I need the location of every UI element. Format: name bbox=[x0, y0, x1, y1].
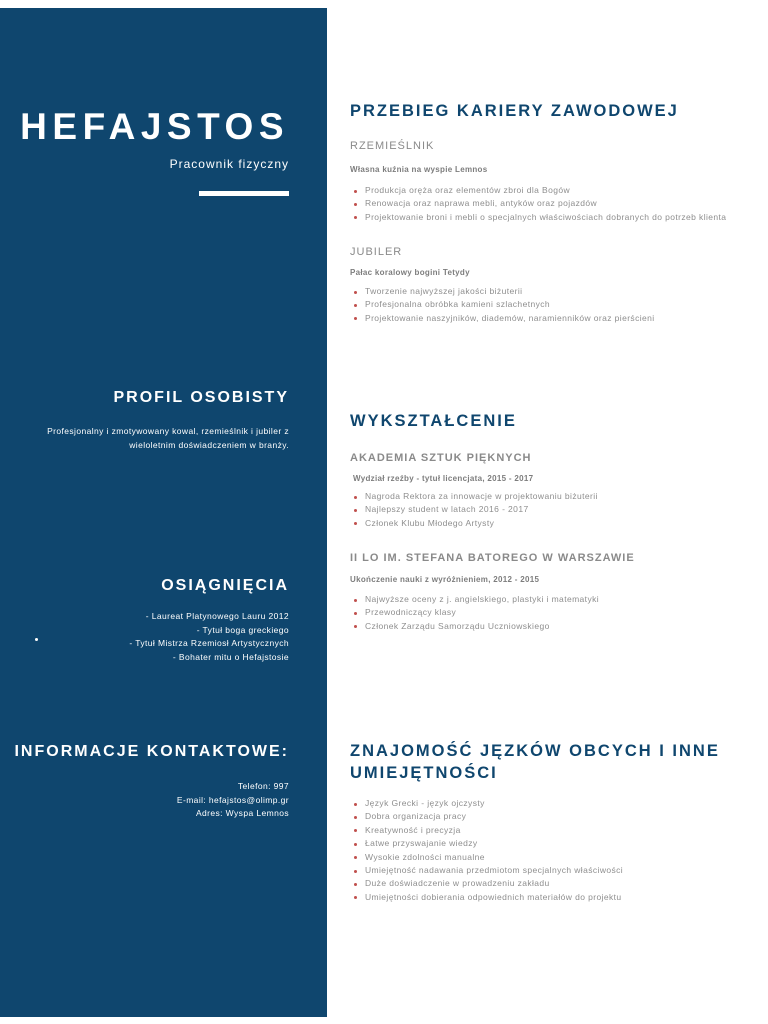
school-achievements-list bbox=[350, 593, 599, 633]
list-item: Projektowanie broni i mebli o specjalnych właściwościach dobranych do potrzeb klienta bbox=[350, 211, 726, 224]
person-name: HEFAJSTOS bbox=[20, 106, 289, 147]
bullet-icon bbox=[35, 638, 38, 641]
skill-item: Język Grecki - język ojczysty bbox=[350, 797, 623, 810]
profile-heading: PROFIL OSOBISTY bbox=[113, 389, 289, 406]
skills-list bbox=[350, 797, 623, 904]
list-item: Profesjonalna obróbka kamieni szlachetnych bbox=[350, 298, 655, 311]
skill-item: Umiejętność nadawania przedmiotom specjalnych właściwości bbox=[350, 864, 623, 877]
list-item: Członek Zarządu Samorządu Uczniowskiego bbox=[350, 620, 599, 633]
sidebar bbox=[0, 8, 327, 1017]
achievement-item: - Tytuł boga greckiego bbox=[196, 624, 289, 635]
education-heading: WYKSZTAŁCENIE bbox=[350, 412, 517, 430]
list-item: Najwyższe oceny z j. angielskiego, plastyki i matematyki bbox=[350, 593, 599, 606]
job-place: Pałac koralowy bogini Tetydy bbox=[350, 268, 470, 277]
job-place: Własna kuźnia na wyspie Lemnos bbox=[350, 165, 488, 174]
school-detail: Ukończenie nauki z wyróżnieniem, 2012 - 2015 bbox=[350, 575, 540, 584]
skill-item: Duże doświadczenie w prowadzeniu zakładu bbox=[350, 877, 623, 890]
achievement-item: - Laureat Platynowego Lauru 2012 bbox=[145, 611, 289, 621]
job-duties-list bbox=[350, 285, 655, 325]
skills-heading: ZNAJOMOŚĆ JĘZKÓW OBCYCH I INNE bbox=[350, 742, 720, 760]
skills-heading-line2: UMIEJĘTNOŚCI bbox=[350, 764, 498, 782]
job-title: JUBILER bbox=[350, 246, 403, 258]
school-detail: Wydział rzeźby - tytuł licencjata, 2015 - 2017 bbox=[353, 474, 534, 483]
list-item: Tworzenie najwyższej jakości biżuterii bbox=[350, 285, 655, 298]
achievements-heading: OSIĄGNIĘCIA bbox=[161, 577, 289, 594]
contact-list bbox=[19, 780, 289, 821]
school-achievements-list bbox=[350, 490, 598, 530]
skill-item: Kreatywność i precyzja bbox=[350, 824, 623, 837]
skill-item: Umiejętności dobierania odpowiednich materiałów do projektu bbox=[350, 891, 623, 904]
contact-heading: INFORMACJE KONTAKTOWE: bbox=[14, 743, 289, 760]
job-title: RZEMIEŚLNIK bbox=[350, 140, 435, 152]
list-item: Przewodniczący klasy bbox=[350, 606, 599, 619]
list-item: Nagroda Rektora za innowacje w projektowaniu biżuterii bbox=[350, 490, 598, 503]
job-duties-list bbox=[350, 184, 726, 224]
skill-item: Łatwe przyswajanie wiedzy bbox=[350, 837, 623, 850]
list-item: Renowacja oraz naprawa mebli, antyków oraz pojazdów bbox=[350, 197, 726, 210]
school-name: II LO IM. STEFANA BATOREGO W WARSZAWIE bbox=[350, 552, 635, 564]
skill-item: Dobra organizacja pracy bbox=[350, 810, 623, 823]
list-item: Najlepszy student w latach 2016 - 2017 bbox=[350, 503, 598, 516]
contact-email: E-mail: hefajstos@olimp.gr bbox=[176, 794, 289, 805]
achievements-list bbox=[19, 610, 289, 664]
contact-address: Adres: Wyspa Lemnos bbox=[195, 808, 289, 818]
list-item: Członek Klubu Młodego Artysty bbox=[350, 517, 598, 530]
skill-item: Wysokie zdolności manualne bbox=[350, 851, 623, 864]
achievement-item: - Bohater mitu o Hefajstosie bbox=[172, 651, 289, 662]
contact-phone: Telefon: 997 bbox=[237, 781, 289, 791]
list-item: Produkcja oręża oraz elementów zbroi dla Bogów bbox=[350, 184, 726, 197]
achievement-item: - Tytuł Mistrza Rzemiosł Artystycznych bbox=[129, 638, 289, 648]
divider bbox=[199, 191, 289, 196]
list-item: Projektowanie naszyjników, diademów, naramienników oraz pierścieni bbox=[350, 312, 655, 325]
job-role: Pracownik fizyczny bbox=[169, 157, 289, 171]
profile-text: Profesjonalny i zmotywowany kowal, rzemieślnik i jubiler z wieloletnim doświadczeniem w branży. bbox=[47, 426, 289, 450]
career-heading: PRZEBIEG KARIERY ZAWODOWEJ bbox=[350, 102, 679, 120]
school-name: AKADEMIA SZTUK PIĘKNYCH bbox=[350, 452, 532, 464]
